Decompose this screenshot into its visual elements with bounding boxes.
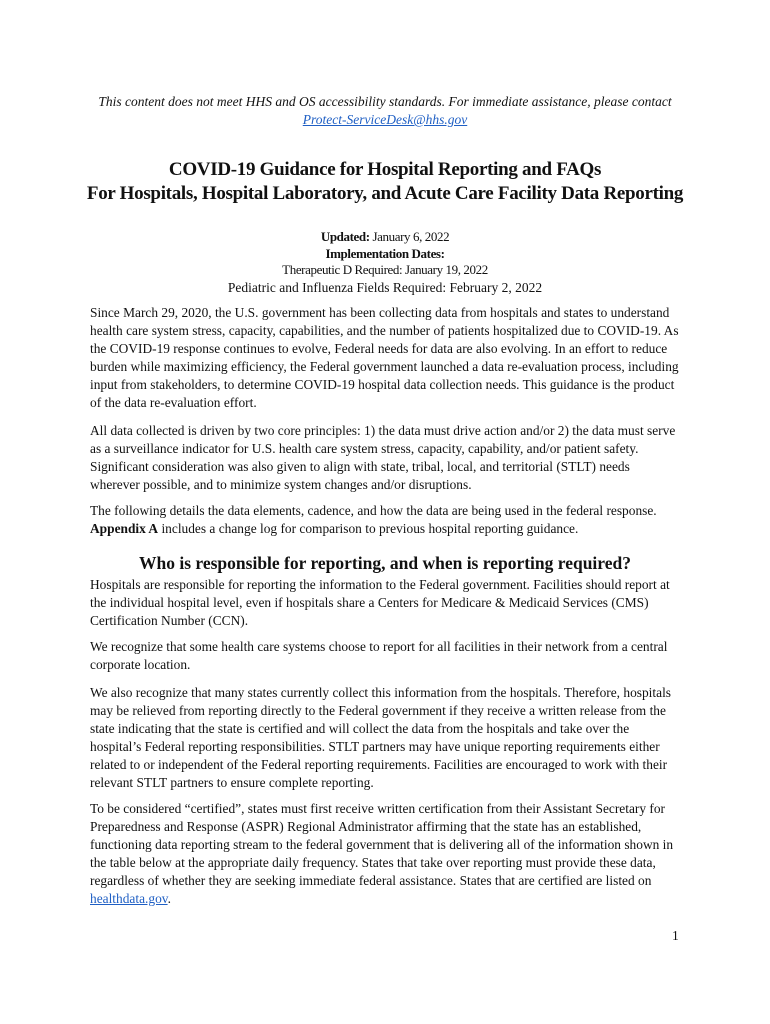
section-heading: Who is responsible for reporting, and when is reporting required? [139,553,631,573]
updated-label: Updated: [320,229,370,244]
appendix-a-reference: Appendix A [90,521,159,536]
document-meta [0,229,770,297]
accessibility-notice [80,93,690,129]
notice-text: This content does not meet HHS and OS accessibility standards. For immediate assistance, please contact [98,94,672,109]
document-title [70,158,700,206]
paragraph-details: The following details the data elements, cadence, and how the data are being used in the federal response. Appendix A includes a change log for comparison to previous hospital reporting guidance. [90,503,657,536]
paragraph-hospitals-responsible: Hospitals are responsible for reporting the information to the Federal government. Facilities should report at the individual hospital level, even if hospitals share a Centers for Medicare & Medicaid Services (CMS) Certification Number (CCN). [90,577,670,628]
service-desk-email-link[interactable]: Protect-ServiceDesk@hhs.gov [302,112,468,127]
title-line-1: COVID-19 Guidance for Hospital Reporting and FAQs [168,159,602,180]
pediatric-date: Pediatric and Influenza Fields Required: February 2, 2022 [227,279,543,295]
paragraph-intro: Since March 29, 2020, the U.S. government has been collecting data from hospitals and states to understand health care system stress, capacity, capabilities, and the number of patients hospitalized due to COVID-19. As the COVID-19 response continues to evolve, Federal needs for data are also evolving. In an effort to reduce burden while maximizing efficiency, the Federal government launched a data re-evaluation process, including input from stakeholders, to determine COVID-19 hospital data collection needs. This guidance is the product of the data re-evaluation effort. [90,305,679,410]
title-line-2: For Hospitals, Hospital Laboratory, and Acute Care Facility Data Reporting [86,183,684,204]
paragraph-states-collect: We also recognize that many states currently collect this information from the hospitals. Therefore, hospitals may be relieved from reporting directly to the Federal government if they receive a written release from the state indicating that the state is certified and will collect the data from the hospitals and take over the hospital’s Federal reporting responsibilities. STLT partners may have unique reporting requirements either related to or independent of the Federal reporting requirements. Facilities are encouraged to work with their relevant STLT partners to ensure complete reporting. [90,685,671,790]
page-number: 1 [672,928,679,943]
updated-value: January 6, 2022 [369,229,450,244]
paragraph-principles: All data collected is driven by two core principles: 1) the data must drive action and/or 2) the data must serve as a surveillance indicator for U.S. health care system stress, capacity, capability, and/or patient safety. Significant consideration was also given to align with state, tribal, local, and territorial (STLT) needs wherever possible, and to minimize system changes and/or disruptions. [90,423,676,492]
therapeutic-date: Therapeutic D Required: January 19, 2022 [282,262,488,277]
paragraph-certified: To be considered “certified”, states must first receive written certification from their Assistant Secretary for Preparedness and Response (ASPR) Regional Administrator affirming that the state has an established, functioning data reporting stream to the federal government that is delivering all of the information shown in the table below at the appropriate daily frequency. States that take over reporting must provide these data, regardless of whether they are seeking immediate federal assistance. States that are certified are listed on healthdata.gov. [90,801,674,906]
updated-line [0,229,770,246]
healthdata-link[interactable]: healthdata.gov [90,891,168,906]
implementation-label: Implementation Dates: [325,245,445,261]
paragraph-health-systems: We recognize that some health care systems choose to report for all facilities in their network from a central corporate location. [90,639,668,672]
